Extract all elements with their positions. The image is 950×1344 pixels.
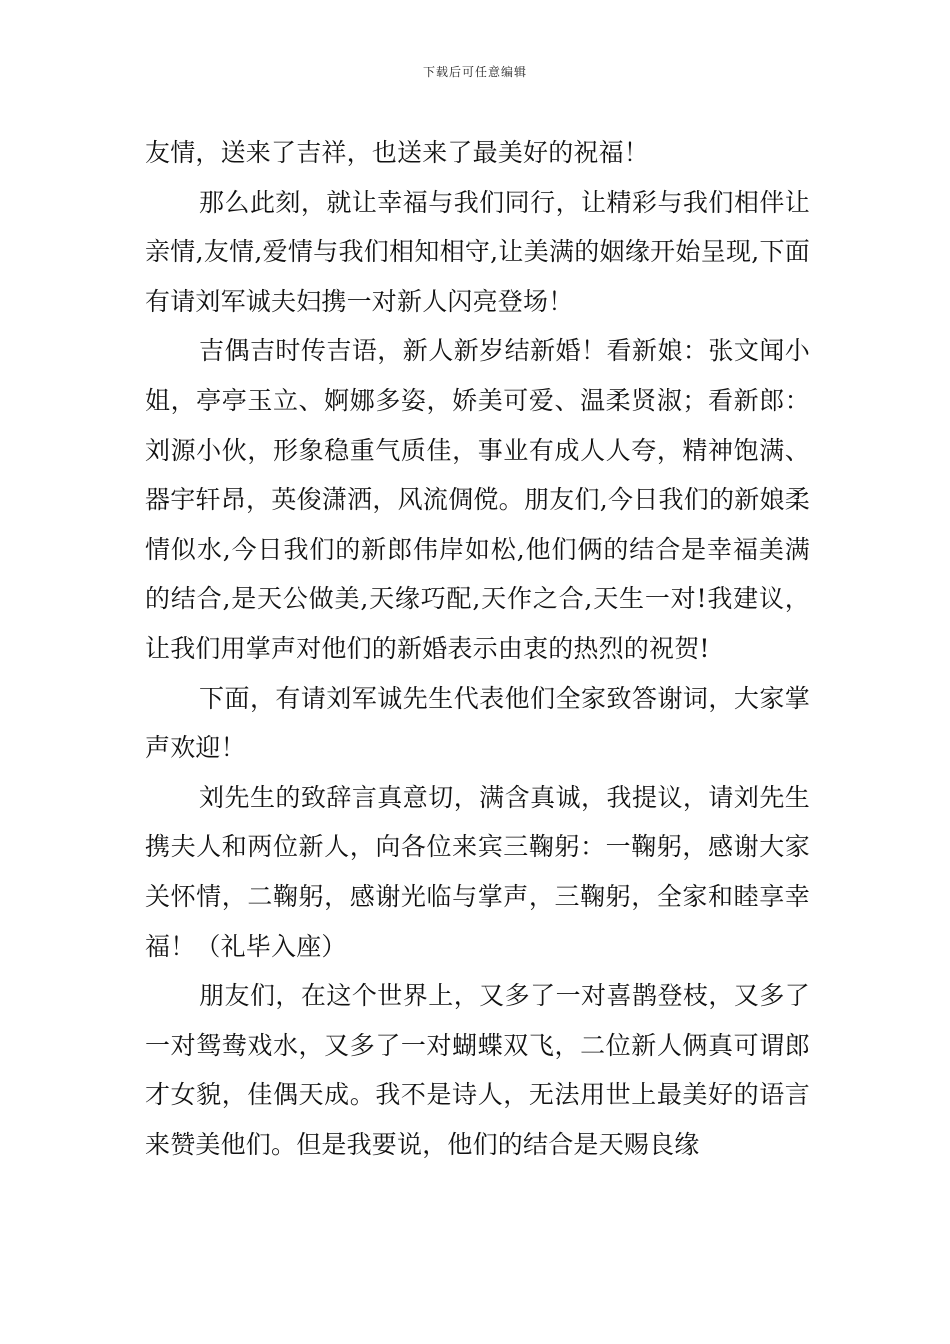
paragraph-4: 下面，有请刘军诚先生代表他们全家致答谢词，大家掌声欢迎！ [145,683,810,763]
paragraph-6: 朋友们，在这个世界上，又多了一对喜鹊登枝，又多了一对鸳鸯戏水，又多了一对蝴蝶双飞，二位新人俩真可谓郎才女貌，佳偶天成。我不是诗人，无法用世上最美好的语言来赞美他们。但是我要说，他们的结合是天赐良缘 [145,981,810,1159]
paragraph-1: 友情，送来了吉祥，也送来了最美好的祝福！ [145,138,650,167]
paragraph-5: 刘先生的致辞言真意切，满含真诚，我提议，请刘先生携夫人和两位新人，向各位来宾三鞠躬：一鞠躬，感谢大家关怀情，二鞠躬，感谢光临与掌声，三鞠躬，全家和睦享幸福！（礼毕入座） [145,782,810,961]
paragraph-2: 那么此刻，就让幸福与我们同行，让精彩与我们相伴让亲情,友情,爱情与我们相知相守,让美满的姻缘开始呈现,下面有请刘军诚夫妇携一对新人闪亮登场！ [145,187,810,316]
page-header: 下载后可任意编辑 [422,65,527,79]
paragraph-3: 吉偶吉时传吉语，新人新岁结新婚！看新娘：张文闻小姐，亭亭玉立、婀娜多姿，娇美可爱、温柔贤淑；看新郎：刘源小伙，形象稳重气质佳，事业有成人人夸，精神饱满、器宇轩昂，英俊潇洒，风流倜傥。朋友们,今日我们的新娘柔情似水,今日我们的新郎伟岸如松,他们俩的结合是幸福美满的结合,是天公做美,天缘巧配,天作之合,天生一对!我建议，让我们用掌声对他们的新婚表示由衷的热烈的祝贺! [145,336,810,663]
document-body [145,128,810,1169]
